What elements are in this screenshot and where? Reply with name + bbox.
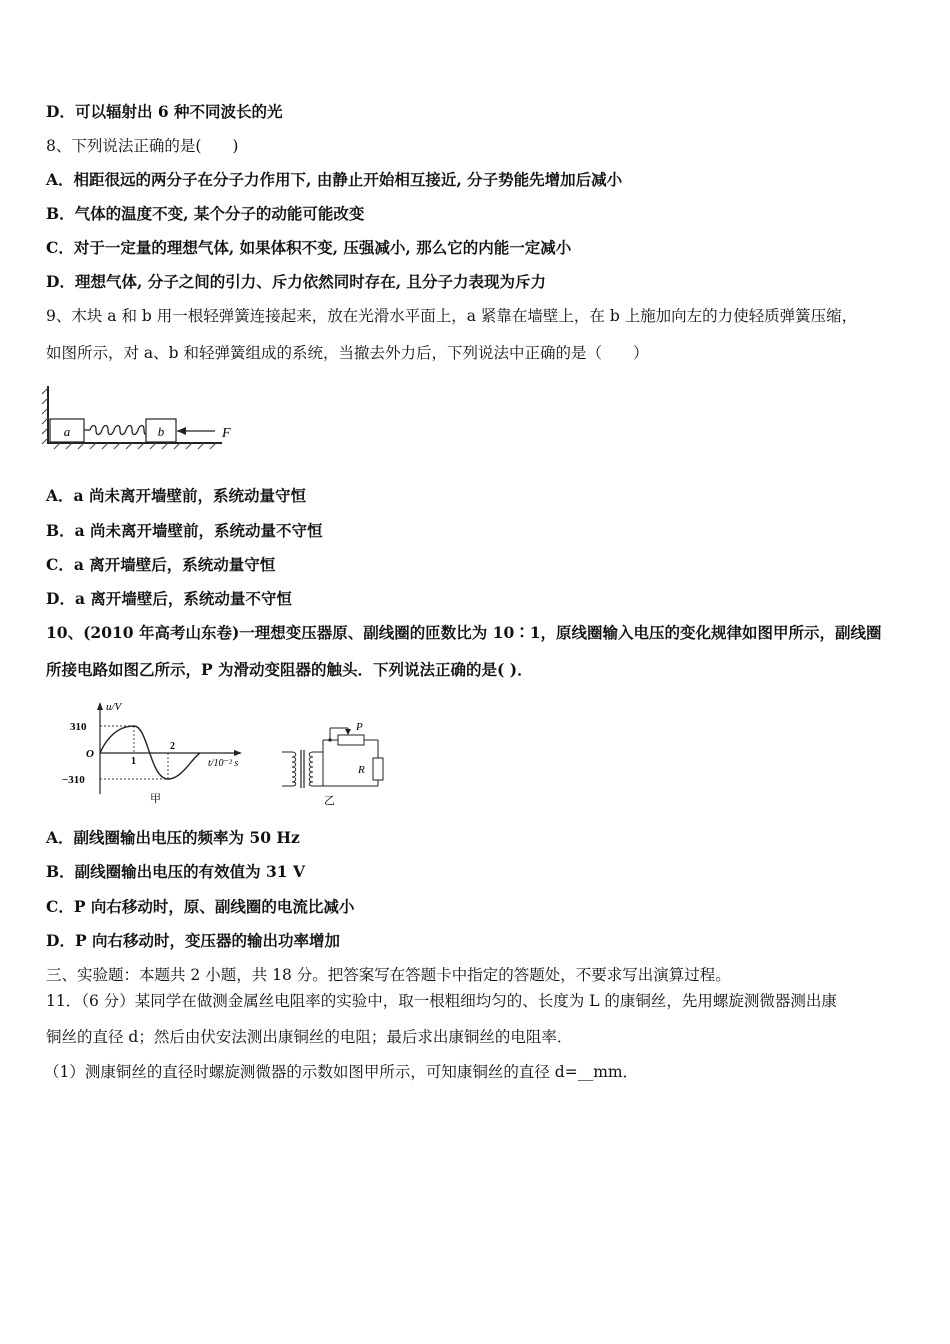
block-a-label: a bbox=[63, 424, 71, 439]
y-min-label: −310 bbox=[62, 774, 85, 786]
q10-option-c: C．P 向右移动时，原、副线圈的电流比减小 bbox=[46, 897, 355, 916]
q10-stem-line2: 所接电路如图乙所示，P 为滑动变阻器的触头．下列说法正确的是( )． bbox=[46, 660, 533, 679]
q10-figure bbox=[60, 698, 400, 810]
q9-spring-figure bbox=[40, 380, 250, 452]
q9-option-b: B．a 尚未离开墙壁前，系统动量不守恒 bbox=[46, 521, 323, 540]
secondary-coil bbox=[309, 752, 313, 786]
q7-option-d: D．可以辐射出 6 种不同波长的光 bbox=[46, 102, 283, 121]
q10-option-a: A．副线圈输出电压的频率为 50 Hz bbox=[46, 828, 300, 847]
q10-option-d: D．P 向右移动时，变压器的输出功率增加 bbox=[46, 931, 340, 950]
origin-label: O bbox=[86, 748, 94, 760]
y-max-label: 310 bbox=[70, 721, 87, 733]
q9-stem-line1: 9、木块 a 和 b 用一根轻弹簧连接起来，放在光滑水平面上，a 紧靠在墙壁上，在 b 上施加向左的力使轻质弹簧压缩， bbox=[46, 307, 858, 325]
resistor-label: R bbox=[358, 764, 365, 776]
slider-label: P bbox=[356, 721, 363, 733]
caption-jia: 甲 bbox=[150, 793, 161, 805]
q9-stem-line2: 如图所示，对 a、b 和轻弹簧组成的系统，当撤去外力后，下列说法中正确的是（ ） bbox=[46, 344, 649, 362]
q9-option-a: A．a 尚未离开墙壁前，系统动量守恒 bbox=[46, 486, 306, 505]
y-axis-arrow-icon bbox=[97, 702, 103, 710]
q11-stem-line1: 11．（6 分）某同学在做测金属丝电阻率的实验中，取一根粗细均匀的、长度为 L 的康铜丝，先用螺旋测微器测出康 bbox=[46, 992, 837, 1010]
q9-option-d: D．a 离开墙壁后，系统动量不守恒 bbox=[46, 589, 292, 608]
q8-option-b: B．气体的温度不变, 某个分子的动能可能改变 bbox=[46, 204, 365, 223]
q11-part1: （1）测康铜丝的直径时螺旋测微器的示数如图甲所示，可知康铜丝的直径 d=__mm． bbox=[44, 1063, 639, 1081]
q10-option-b: B．副线圈输出电压的有效值为 31 V bbox=[46, 862, 305, 881]
q9-option-c: C．a 离开墙壁后，系统动量守恒 bbox=[46, 555, 276, 574]
rheostat bbox=[338, 735, 364, 745]
resistor-r bbox=[373, 758, 383, 780]
caption-yi: 乙 bbox=[324, 795, 335, 807]
block-b-label: b bbox=[157, 424, 165, 439]
force-label: F bbox=[222, 426, 231, 441]
slider-arrow-icon bbox=[345, 729, 351, 735]
q8-option-c: C．对于一定量的理想气体, 如果体积不变, 压强减小, 那么它的内能一定减小 bbox=[46, 238, 572, 257]
q11-stem-line2: 铜丝的直径 d；然后由伏安法测出康铜丝的电阻；最后求出康铜丝的电阻率． bbox=[46, 1028, 573, 1046]
section-3-title: 三、实验题：本题共 2 小题，共 18 分。把答案写在答题卡中指定的答题处，不要求写出演算过程。 bbox=[46, 966, 731, 984]
q8-option-a: A．相距很远的两分子在分子力作用下, 由静止开始相互接近, 分子势能先增加后减小 bbox=[46, 170, 623, 189]
primary-coil bbox=[292, 752, 296, 786]
y-axis-label: u/V bbox=[106, 701, 122, 713]
q10-stem-line1: 10、(2010 年高考山东卷)一理想变压器原、副线圈的匝数比为 10∶1，原线圈输入电压的变化规律如图甲所示，副线圈 bbox=[46, 623, 882, 642]
force-arrow-icon bbox=[177, 427, 186, 435]
q8-option-d: D．理想气体, 分子之间的引力、斥力依然同时存在, 且分子力表现为斥力 bbox=[46, 272, 547, 291]
tick-1-label: 1 bbox=[131, 756, 136, 767]
x-axis-label: t/10⁻² s bbox=[208, 758, 239, 769]
tick-2-label: 2 bbox=[170, 741, 175, 752]
x-axis-arrow-icon bbox=[234, 750, 242, 756]
q8-stem: 8、下列说法正确的是( ) bbox=[46, 137, 239, 155]
spring-coil bbox=[84, 426, 154, 435]
